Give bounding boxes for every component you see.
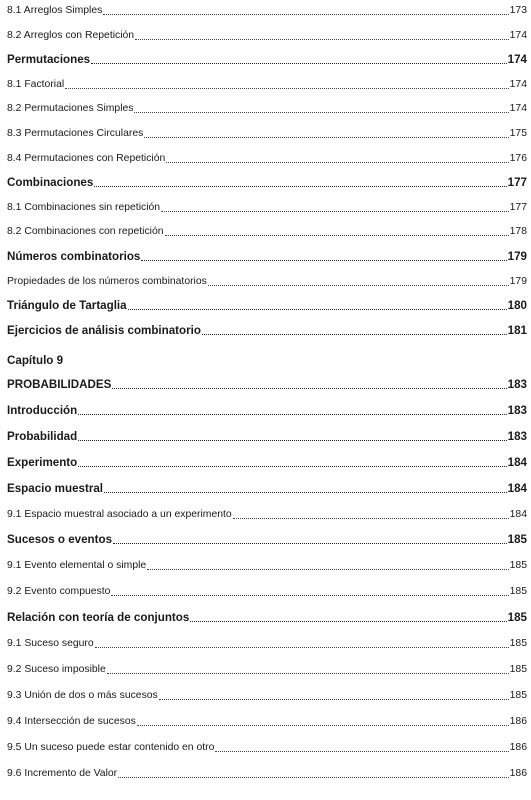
dot-leader [94, 186, 506, 187]
toc-entry-heading[interactable] [7, 295, 527, 313]
dot-leader [215, 751, 508, 752]
toc-entry[interactable] [7, 659, 527, 677]
toc-entry[interactable] [7, 123, 527, 141]
dot-leader [65, 88, 508, 89]
dot-leader [91, 63, 507, 64]
toc-entry-heading[interactable] [7, 607, 527, 625]
toc-entry-label: 9.3 Unión de dos o más sucesos [7, 689, 158, 701]
toc-entry-label: 9.1 Espacio muestral asociado a un experimento [7, 508, 232, 520]
toc-entry-heading[interactable] [7, 426, 527, 444]
dot-leader [141, 260, 506, 261]
toc-entry-label: 9.2 Evento compuesto [7, 586, 111, 598]
dot-leader [190, 621, 506, 622]
toc-entry-page-number: 184 [507, 481, 527, 495]
toc-entry-heading[interactable] [7, 172, 527, 190]
toc-entry-page-number: 176 [509, 152, 527, 164]
toc-entry-label: Experimento [7, 455, 78, 469]
toc-entry-page-number: 174 [509, 78, 527, 90]
chapter-heading: Capítulo 9 [7, 354, 64, 367]
toc-entry-label: 8.2 Combinaciones con repetición [7, 226, 164, 238]
toc-entry-page-number: 185 [507, 611, 527, 625]
toc-entry-heading[interactable] [7, 374, 527, 392]
dot-leader [95, 647, 509, 648]
toc-entry-heading[interactable] [7, 400, 527, 418]
toc-entry-heading[interactable] [7, 246, 527, 264]
dot-leader [135, 39, 509, 40]
toc-entry-label: 9.4 Intersección de sucesos [7, 715, 136, 727]
toc-entry-page-number: 175 [509, 128, 527, 139]
toc-entry[interactable] [7, 221, 527, 239]
dot-leader [144, 137, 508, 138]
toc-entry[interactable] [7, 0, 527, 18]
dot-leader [233, 518, 509, 519]
toc-entry-label: Triángulo de Tartaglia [7, 299, 127, 313]
toc-entry[interactable] [7, 98, 527, 116]
toc-entry-page-number: 179 [507, 250, 527, 263]
toc-entry-page-number: 180 [507, 299, 527, 313]
toc-entry-label: 9.6 Incremento de Valor [7, 767, 118, 779]
toc-entry-label: 8.3 Permutaciones Circulares [7, 128, 144, 139]
toc-entry-heading[interactable] [7, 478, 527, 496]
toc-entry-label: 8.2 Permutaciones Simples [7, 103, 134, 115]
toc-entry-page-number: 183 [507, 403, 527, 417]
dot-leader [78, 466, 506, 467]
toc-entry-page-number: 174 [507, 53, 527, 67]
toc-entry-page-number: 186 [509, 715, 527, 727]
dot-leader [104, 492, 507, 493]
toc-entry-label: 9.1 Suceso seguro [7, 638, 94, 649]
toc-entry[interactable] [7, 74, 527, 92]
toc-entry-page-number: 177 [507, 176, 527, 190]
dot-leader [161, 211, 509, 212]
toc-entry-label: Introducción [7, 403, 78, 417]
toc-entry-label: 8.1 Arreglos Simples [7, 5, 103, 16]
toc-entry[interactable] [7, 25, 527, 43]
toc-entry-heading[interactable] [7, 320, 527, 338]
toc-entry-label: 9.5 Un suceso puede estar contenido en otro [7, 741, 215, 753]
toc-entry-page-number: 184 [507, 455, 527, 469]
toc-entry-heading[interactable] [7, 49, 527, 67]
toc-entry-page-number: 178 [509, 226, 527, 238]
dot-leader [118, 777, 509, 778]
dot-leader [165, 235, 509, 236]
dot-leader [78, 440, 506, 441]
dot-leader [103, 14, 508, 15]
toc-entry-label: Relación con teoría de conjuntos [7, 611, 190, 625]
toc-entry[interactable] [7, 763, 527, 781]
toc-entry[interactable] [7, 685, 527, 703]
toc-entry-page-number: 183 [507, 429, 527, 443]
dot-leader [147, 569, 508, 570]
toc-entry-page-number: 186 [509, 741, 527, 753]
toc-entry[interactable] [7, 148, 527, 166]
toc-entry-label: Ejercicios de análisis combinatorio [7, 323, 201, 337]
dot-leader [107, 673, 509, 674]
toc-entry-label: Propiedades de los números combinatorios [7, 275, 207, 287]
toc-entry-page-number: 185 [507, 533, 527, 547]
toc-entry-label: Espacio muestral [7, 481, 104, 495]
toc-entry[interactable] [7, 504, 527, 522]
toc-entry-page-number: 186 [509, 767, 527, 779]
dot-leader [112, 388, 506, 389]
toc-entry-label: 8.2 Arreglos con Repetición [7, 29, 135, 41]
toc-entry[interactable] [7, 197, 527, 215]
toc-entry-label: Sucesos o eventos [7, 533, 113, 547]
toc-entry-page-number: 173 [509, 5, 527, 16]
toc-entry-label: 9.1 Evento elemental o simple [7, 560, 147, 572]
toc-entry-heading[interactable] [7, 529, 527, 547]
dot-leader [113, 543, 507, 544]
toc-entry-page-number: 181 [507, 323, 527, 337]
toc-entry[interactable] [7, 271, 527, 289]
toc-entry[interactable] [7, 737, 527, 755]
toc-entry-label: Permutaciones [7, 53, 91, 67]
dot-leader [111, 595, 508, 596]
toc-entry-page-number: 179 [509, 275, 527, 287]
dot-leader [78, 414, 506, 415]
toc-entry-label: PROBABILIDADES [7, 378, 112, 391]
dot-leader [166, 162, 508, 163]
toc-entry-page-number: 185 [509, 586, 527, 598]
toc-entry-label: 8.1 Factorial [7, 78, 65, 90]
toc-entry[interactable] [7, 711, 527, 729]
toc-entry-page-number: 185 [509, 663, 527, 675]
dot-leader [202, 334, 507, 335]
toc-entry-label: 9.2 Suceso imposible [7, 663, 106, 675]
toc-entry[interactable] [7, 633, 527, 651]
toc-entry-page-number: 184 [509, 508, 527, 520]
toc-entry-page-number: 185 [509, 689, 527, 701]
toc-entry-label: Números combinatorios [7, 250, 141, 263]
toc-entry-page-number: 185 [509, 638, 527, 649]
dot-leader [128, 309, 507, 310]
dot-leader [137, 725, 509, 726]
toc-entry-page-number: 183 [507, 378, 527, 391]
toc-entry-page-number: 174 [509, 103, 527, 115]
dot-leader [134, 112, 508, 113]
toc-entry-heading[interactable] [7, 452, 527, 470]
toc-entry[interactable] [7, 555, 527, 573]
toc-entry-label: 8.1 Combinaciones sin repetición [7, 201, 161, 213]
toc-entry-page-number: 174 [509, 29, 527, 41]
toc-entry-page-number: 185 [509, 560, 527, 572]
toc-entry[interactable] [7, 581, 527, 599]
dot-leader [208, 285, 509, 286]
toc-entry-page-number: 177 [509, 201, 527, 213]
toc-entry-label: Probabilidad [7, 429, 78, 443]
toc-entry-label: Combinaciones [7, 176, 94, 190]
dot-leader [159, 699, 509, 700]
toc-entry-label: 8.4 Permutaciones con Repetición [7, 152, 166, 164]
